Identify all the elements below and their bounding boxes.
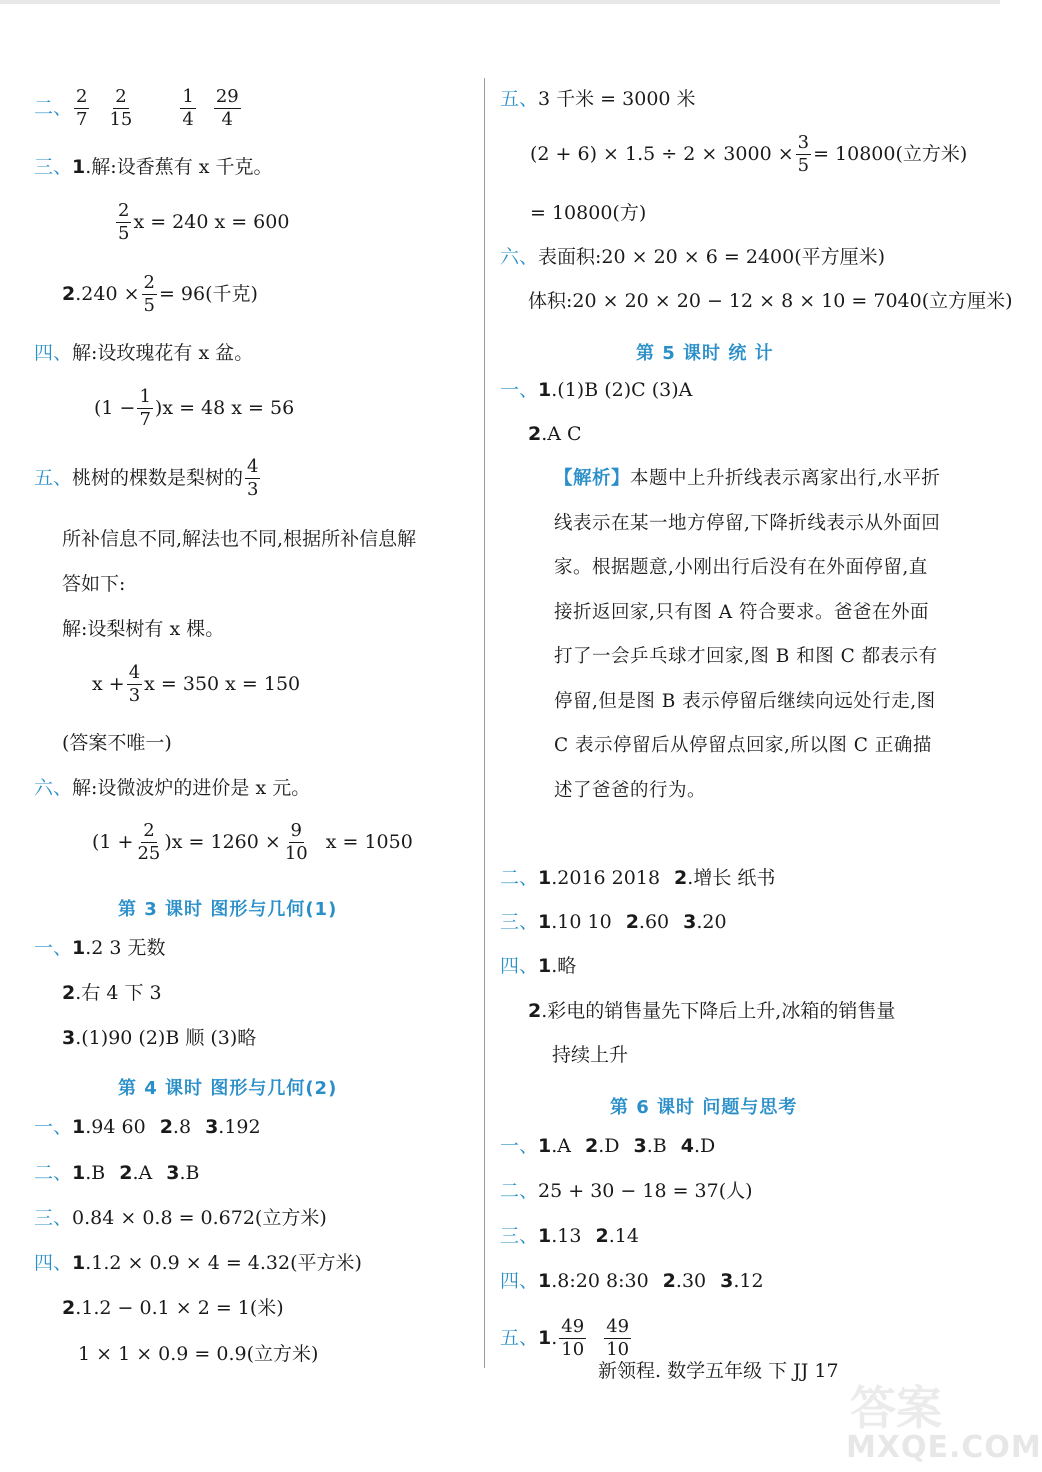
left-s6-eq: (1 + $\frac{2}{25}$ )x = 1260 × $\frac{9}{10}$ x = 1050 bbox=[92, 820, 413, 864]
equation: 1 × 1 × 0.9 = 0.9(立方米) bbox=[78, 1343, 319, 1365]
section-number: 四、 bbox=[34, 1252, 73, 1274]
section-number: 一、 bbox=[34, 1116, 73, 1138]
fraction: $\frac{1}{4}$ bbox=[182, 86, 194, 130]
lesson-heading: 第 3 课时 图形与几何(1) bbox=[118, 899, 338, 920]
fraction: $\frac{49}{10}$ bbox=[561, 1316, 585, 1360]
left-s4-eq: (1 − $\frac{1}{7}$ )x = 48 x = 56 bbox=[94, 386, 295, 430]
note-text: (答案不唯一) bbox=[62, 732, 172, 754]
section-number: 六、 bbox=[500, 246, 539, 268]
fraction: $\frac{4}{3}$ bbox=[247, 456, 259, 500]
left-s5-eq: x + $\frac{4}{3}$ x = 350 x = 150 bbox=[92, 662, 301, 706]
section-number: 三、 bbox=[500, 1225, 539, 1247]
left-l3-a2: 2 .右 4 下 3 bbox=[62, 982, 162, 1004]
watermark-logo-icon: 答案 bbox=[850, 1381, 942, 1435]
fraction: $\frac{2}{25}$ bbox=[137, 820, 161, 864]
equation: = 96(千克) bbox=[158, 283, 258, 305]
answer-text: .解:设香蕉有 x 千克。 bbox=[85, 156, 273, 178]
section-number: 一、 bbox=[34, 937, 73, 959]
equation: = 10800(方) bbox=[530, 202, 647, 224]
fraction: $\frac{2}{5}$ bbox=[143, 272, 155, 316]
section-number: 四、 bbox=[500, 955, 539, 977]
right-l5-a2: 2 .A C bbox=[528, 423, 582, 445]
right-l6-d: 四、 1 .8:20 8:30 2 .30 3 .12 bbox=[500, 1270, 764, 1292]
right-l5-d2: 2 .彩电的销售量先下降后上升,冰箱的销售量 bbox=[528, 1000, 896, 1022]
answer-text: 解:设梨树有 x 棵。 bbox=[62, 618, 225, 640]
section-number: 五、 bbox=[500, 1327, 539, 1349]
section-number: 四、 bbox=[34, 342, 73, 364]
section-number: 三、 bbox=[34, 1207, 73, 1229]
page-footer: 新领程. 数学五年级 下 JJ 17 bbox=[598, 1360, 839, 1382]
right-s5-eq: (2 + 6) × 1.5 ÷ 2 × 3000 × $\frac{3}{5}$ = 10800(立方米) bbox=[530, 132, 968, 176]
column-divider bbox=[484, 78, 485, 1368]
answer-text: 答如下: bbox=[62, 573, 126, 595]
watermark-site: MXQE.COM bbox=[846, 1430, 1042, 1465]
left-l4-c: 三、 0.84 × 0.8 = 0.672(立方米) bbox=[34, 1207, 327, 1229]
right-l6-c: 三、 1 .13 2 .14 bbox=[500, 1225, 639, 1247]
section-number: 五、 bbox=[34, 467, 73, 489]
watermark bbox=[828, 1372, 1042, 1472]
equation: x = 240 x = 600 bbox=[133, 211, 290, 233]
question-number: 2 bbox=[62, 283, 76, 305]
left-s5 bbox=[34, 458, 262, 499]
left-s2 bbox=[34, 88, 243, 129]
fraction: $\frac{3}{5}$ bbox=[797, 132, 810, 176]
fraction: $\frac{49}{10}$ bbox=[606, 1316, 630, 1360]
section-number: 四、 bbox=[500, 1270, 539, 1292]
section-number: 二、 bbox=[500, 867, 539, 889]
fraction: $\frac{9}{10}$ bbox=[284, 820, 308, 864]
lesson-heading: 第 4 课时 图形与几何(2) bbox=[118, 1078, 338, 1099]
top-edge bbox=[0, 0, 1000, 4]
question-number: 1 bbox=[72, 156, 86, 178]
section-number: 三、 bbox=[34, 156, 73, 178]
right-s6-1: 六、 表面积:20 × 20 × 6 = 2400(平方厘米) bbox=[500, 246, 886, 268]
right-s5: 五、 3 千米 = 3000 米 bbox=[500, 88, 696, 110]
answer-text: 解:设玫瑰花有 x 盆。 bbox=[72, 342, 254, 364]
answer-text: 解:设微波炉的进价是 x 元。 bbox=[72, 777, 311, 799]
left-s6 bbox=[34, 779, 310, 798]
left-l4-d2: 2 .1.2 − 0.1 × 2 = 1(米) bbox=[62, 1297, 284, 1319]
left-l4-b: 二、 1 .B 2 .A 3 .B bbox=[34, 1162, 200, 1184]
fraction: $\frac{2}{7}$ bbox=[76, 86, 88, 130]
left-l4-a: 一、 1 .94 60 2 .8 3 .192 bbox=[34, 1116, 261, 1138]
left-s3-q1 bbox=[34, 158, 273, 177]
section-number: 五、 bbox=[500, 88, 539, 110]
section-number: 一、 bbox=[500, 1135, 539, 1157]
right-l5-c: 三、 1 .10 10 2 .60 3 .20 bbox=[500, 911, 727, 933]
section-number: 二、 bbox=[34, 97, 73, 119]
left-s3-eq bbox=[114, 202, 289, 243]
left-s3-q2 bbox=[62, 274, 258, 315]
right-l6-e: 五、 1 . $\frac{49}{10}$ $\frac{49}{10}$ bbox=[500, 1316, 630, 1360]
analysis-text: 本题中上升折线表示离家出行,水平折线表示在某一地方停留,下降折线表示从外面回家。根据题意,小刚出行后没有在外面停留,直接折返回家,只有图 A 符合要求。爸爸在外面打了一会乒乓球才回家,图 B 和图 C 都表示有停留,但是图 B 表示停留后继续向远处行走,图 C 表示停留后从停留点回家,所以图 C 正确描述了爸爸的行为。 bbox=[554, 468, 941, 801]
section-number: 二、 bbox=[34, 1162, 73, 1184]
answer-text: 体积:20 × 20 × 20 − 12 × 8 × 10 = 7040(立方厘米) bbox=[528, 290, 1013, 312]
analysis-tag: 【解析】 bbox=[554, 468, 631, 489]
section-number: 三、 bbox=[500, 911, 539, 933]
section-number: 六、 bbox=[34, 777, 73, 799]
left-s4 bbox=[34, 344, 253, 363]
left-l3-a3: 3 .(1)90 (2)B 顺 (3)略 bbox=[62, 1027, 257, 1049]
answer-text: 所补信息不同,解法也不同,根据所补信息解 bbox=[62, 528, 417, 550]
right-l5-b: 二、 1 .2016 2018 2 .增长 纸书 bbox=[500, 867, 776, 889]
fraction: $\frac{1}{7}$ bbox=[139, 386, 151, 430]
equation: .240 × bbox=[75, 283, 140, 305]
answer-text: 桃树的棵数是梨树的 bbox=[72, 467, 244, 489]
right-l5-d1: 四、 1 .略 bbox=[500, 955, 577, 977]
left-l3-a1: 一、 1 .2 3 无数 bbox=[34, 937, 166, 959]
section-number: 二、 bbox=[500, 1180, 539, 1202]
lesson-heading: 第 5 课时 统 计 bbox=[636, 343, 774, 364]
fraction: $\frac{4}{3}$ bbox=[128, 662, 141, 706]
fraction: $\frac{2}{15}$ bbox=[109, 86, 133, 130]
right-l6-a: 一、 1 .A 2 .D 3 .B 4 .D bbox=[500, 1135, 716, 1157]
fraction: $\frac{29}{4}$ bbox=[215, 86, 239, 130]
section-number: 一、 bbox=[500, 379, 539, 401]
fraction: $\frac{2}{5}$ bbox=[118, 200, 130, 244]
answer-text: 持续上升 bbox=[552, 1044, 629, 1066]
right-l6-b: 二、 25 + 30 − 18 = 37(人) bbox=[500, 1180, 753, 1202]
right-l5-a1: 一、 1 .(1)B (2)C (3)A bbox=[500, 379, 693, 401]
analysis-paragraph bbox=[554, 457, 944, 813]
left-l4-d1: 四、 1 .1.2 × 0.9 × 4 = 4.32(平方米) bbox=[34, 1252, 362, 1274]
lesson-heading: 第 6 课时 问题与思考 bbox=[610, 1097, 798, 1118]
